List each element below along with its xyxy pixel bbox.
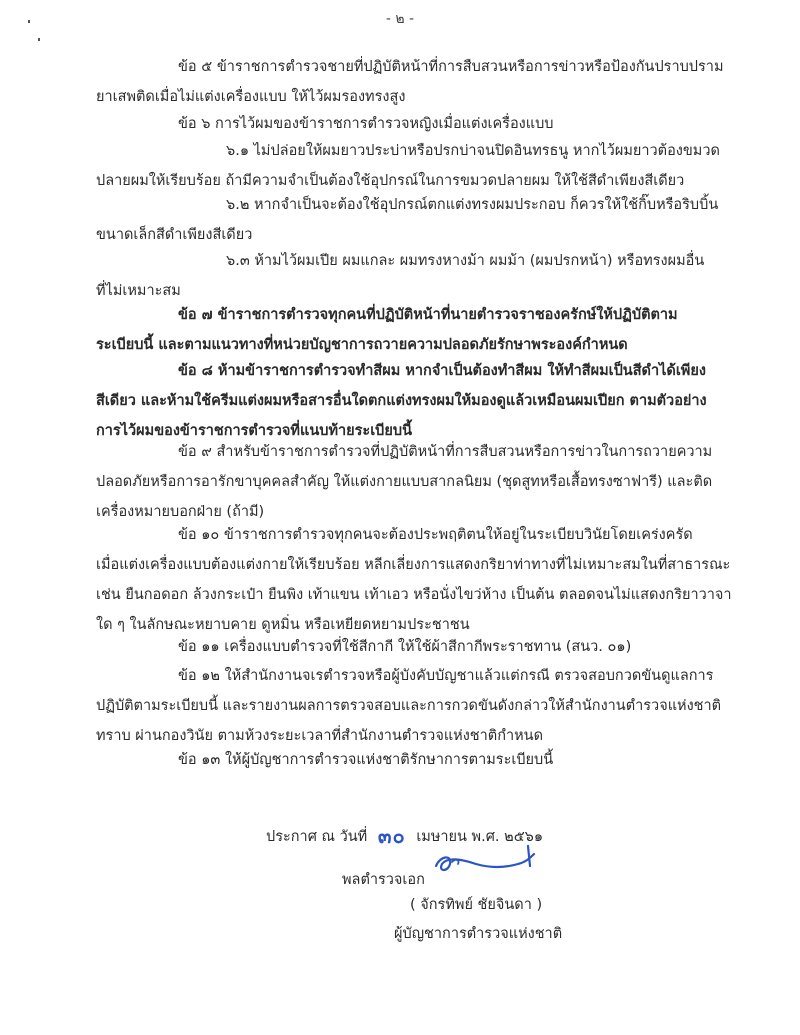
text-line: ยาเสพติดเมื่อไม่แต่งเครื่องแบบ ให้ไว้ผมรองทรงสูง [96, 89, 406, 105]
text-line: ข้อ ๑๑ เครื่องแบบตำรวจที่ใช้สีกากี ให้ใช้ผ้าสีกากีพระราชทาน (สนว. ๐๑) [178, 639, 632, 655]
clause-8 [96, 356, 707, 446]
handwritten-day: ๓๐ [377, 824, 406, 848]
text-line: สีเดียว และห้ามใช้ครีมแต่งผมหรือสารอื่นใดตกแต่งทรงผมให้มองดูแล้วเหมือนผมเปียก ตามตัวอย่าง [96, 393, 707, 409]
text-line: ๖.๓ ห้ามไว้ผมเปีย ผมแกละ ผมทรงหางม้า ผมม้า (ผมปรกหน้า) หรือทรงผมอื่น [226, 253, 705, 269]
text-line: ข้อ ๘ ห้ามข้าราชการตำรวจทำสีผม หากจำเป็นต้องทำสีผม ให้ทำสีผมเป็นสีดำได้เพียง [178, 363, 706, 379]
clause-6-1 [96, 136, 720, 196]
signer-title: ผู้บัญชาการตำรวจแห่งชาติ [394, 926, 563, 942]
date-suffix: เมษายน พ.ศ. ๒๕๖๑ [416, 829, 544, 845]
page-number: - ๒ - [385, 11, 415, 27]
text-line: ข้อ ๕ ข้าราชการตำรวจชายที่ปฏิบัติหน้าที่การสืบสวนหรือการข่าวหรือป้องกันปราบปราม [178, 59, 724, 75]
text-line: ที่ไม่เหมาะสม [96, 283, 181, 299]
scan-speck [38, 38, 40, 41]
clause-11 [96, 632, 702, 662]
text-line: เครื่องหมายบอกฝ่าย (ถ้ามี) [96, 504, 265, 520]
text-line: ระเบียบนี้ และตามแนวทางที่หน่วยบัญชาการถวายความปลอดภัยรักษาพระองค์กำหนด [96, 337, 628, 353]
clause-5 [96, 52, 724, 112]
signer-name: ( จักรทิพย์ ชัยจินดา ) [410, 897, 543, 913]
text-line: ข้อ ๑๐ ข้าราชการตำรวจทุกคนจะต้องประพฤติตนให้อยู่ในระเบียบวินัยโดยเคร่งครัด [178, 527, 693, 543]
text-line: ข้อ ๑๓ ให้ผู้บัญชาการตำรวจแห่งชาติรักษาการตามระเบียบนี้ [178, 752, 554, 768]
signature-image [430, 842, 550, 882]
text-line: ปลอดภัยหรือการอารักขาบุคคลสำคัญ ให้แต่งกายแบบสากลนิยม (ชุดสูทหรือเสื้อทรงซาฟารี) และติด [96, 474, 713, 490]
text-line: ข้อ ๙ สำหรับข้าราชการตำรวจที่ปฏิบัติหน้าที่การสืบสวนหรือการข่าวในการถวายความ [178, 444, 713, 460]
clause-13 [96, 745, 702, 775]
text-line: ขนาดเล็กสีดำเพียงสีเดียว [96, 227, 253, 243]
clause-9 [96, 437, 713, 527]
signer-rank: พลตำรวจเอก [342, 872, 425, 888]
clause-6-3 [96, 246, 705, 306]
text-line: ข้อ ๑๒ ให้สำนักงานจเรตำรวจหรือผู้บังคับบัญชาแล้วแต่กรณี ตรวจสอบกวดขันดูแลการ [178, 668, 714, 684]
text-line: ปลายผมให้เรียบร้อย ถ้ามีความจำเป็นต้องใช้อุปกรณ์ในการขมวดปลายผม ให้ใช้สีดำเพียงสีเดียว [96, 173, 685, 189]
text-line: เช่น ยืนกอดอก ล้วงกระเป๋า ยืนพิง เท้าแขน เท้าเอว หรือนั่งไขว่ห้าง เป็นต้น ตลอดจนไม่แสดงกริยาวาจา [96, 587, 732, 603]
clause-6 [96, 109, 702, 139]
clause-10 [96, 520, 732, 640]
clause-12 [96, 661, 722, 751]
date-prefix: ประกาศ ณ วันที่ [266, 829, 368, 845]
text-line: การไว้ผมของข้าราชการตำรวจที่แนบท้ายระเบียบนี้ [96, 423, 412, 439]
text-line: ข้อ ๗ ข้าราชการตำรวจทุกคนที่ปฏิบัติหน้าที่นายตำรวจราชองครักษ์ให้ปฏิบัติตาม [178, 307, 678, 323]
clause-7 [96, 300, 702, 360]
text-line: ปฏิบัติตามระเบียบนี้ และรายงานผลการตรวจสอบและการกวดขันดังกล่าวให้สำนักงานตำรวจแห่งชาติ [96, 698, 722, 714]
text-line: ๖.๑ ไม่ปล่อยให้ผมยาวประบ่าหรือปรกบ่าจนปิดอินทรธนู หากไว้ผมยาวต้องขมวด [226, 143, 720, 159]
text-line: ข้อ ๖ การไว้ผมของข้าราชการตำรวจหญิงเมื่อแต่งเครื่องแบบ [178, 116, 554, 132]
text-line: ทราบ ผ่านกองวินัย ตามห้วงระยะเวลาที่สำนักงานตำรวจแห่งชาติกำหนด [96, 728, 544, 744]
clause-6-2 [96, 190, 719, 250]
text-line: ใด ๆ ในลักษณะหยาบคาย ดูหมิ่น หรือเหยียดหยามประชาชน [96, 617, 470, 633]
text-line: ๖.๒ หากจำเป็นจะต้องใช้อุปกรณ์ตกแต่งทรงผมประกอบ ก็ควรให้ใช้กิ๊บหรือริบบิ้น [226, 197, 719, 213]
text-line: เมื่อแต่งเครื่องแบบต้องแต่งกายให้เรียบร้อย หลีกเลี่ยงการแสดงกริยาท่าทางที่ไม่เหมาะสมในที่สาธารณะ [96, 557, 731, 573]
